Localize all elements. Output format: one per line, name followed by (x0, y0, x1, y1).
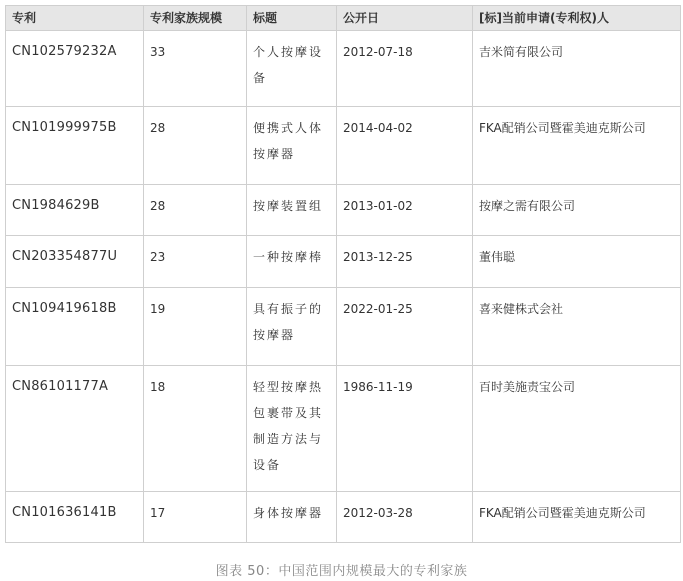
family-size: 33 (144, 31, 247, 107)
patent-title: 一种按摩棒 (247, 236, 337, 288)
applicant: 百时美施责宝公司 (473, 366, 681, 492)
publication-date: 2022-01-25 (337, 288, 473, 366)
patent-number: CN101999975B (6, 107, 144, 185)
publication-date: 2012-07-18 (337, 31, 473, 107)
applicant: 董伟聪 (473, 236, 681, 288)
publication-date: 2013-12-25 (337, 236, 473, 288)
publication-date: 2014-04-02 (337, 107, 473, 185)
applicant: 按摩之需有限公司 (473, 185, 681, 236)
header-publication-date: 公开日 (337, 6, 473, 31)
table-row (6, 185, 681, 236)
patent-title: 便携式人体按摩器 (247, 107, 337, 185)
patent-number: CN1984629B (6, 185, 144, 236)
patent-table-container (5, 5, 680, 543)
header-family-size: 专利家族规模 (144, 6, 247, 31)
table-row (6, 31, 681, 107)
patent-title: 身体按摩器 (247, 492, 337, 543)
patent-title: 轻型按摩热包裹带及其制造方法与设备 (247, 366, 337, 492)
header-title: 标题 (247, 6, 337, 31)
table-header-row (6, 6, 681, 31)
patent-number: CN86101177A (6, 366, 144, 492)
patent-title: 按摩装置组 (247, 185, 337, 236)
publication-date: 1986-11-19 (337, 366, 473, 492)
family-size: 28 (144, 185, 247, 236)
publication-date: 2013-01-02 (337, 185, 473, 236)
family-size: 23 (144, 236, 247, 288)
table-row (6, 288, 681, 366)
family-size: 17 (144, 492, 247, 543)
applicant: 喜来健株式会社 (473, 288, 681, 366)
patent-number: CN203354877U (6, 236, 144, 288)
header-applicant: [标]当前申请(专利权)人 (473, 6, 681, 31)
patent-family-table (5, 5, 681, 543)
patent-number: CN101636141B (6, 492, 144, 543)
patent-title: 个人按摩设备 (247, 31, 337, 107)
family-size: 19 (144, 288, 247, 366)
applicant: 吉米简有限公司 (473, 31, 681, 107)
applicant: FKA配销公司暨霍美迪克斯公司 (473, 107, 681, 185)
publication-date: 2012-03-28 (337, 492, 473, 543)
header-patent: 专利 (6, 6, 144, 31)
table-row (6, 107, 681, 185)
table-row (6, 492, 681, 543)
family-size: 18 (144, 366, 247, 492)
table-caption: 图表 50：中国范围内规模最大的专利家族 (215, 564, 468, 579)
table-row (6, 236, 681, 288)
patent-number: CN102579232A (6, 31, 144, 107)
patent-title: 具有振子的按摩器 (247, 288, 337, 366)
patent-number: CN109419618B (6, 288, 144, 366)
family-size: 28 (144, 107, 247, 185)
table-row (6, 366, 681, 492)
applicant: FKA配销公司暨霍美迪克斯公司 (473, 492, 681, 543)
